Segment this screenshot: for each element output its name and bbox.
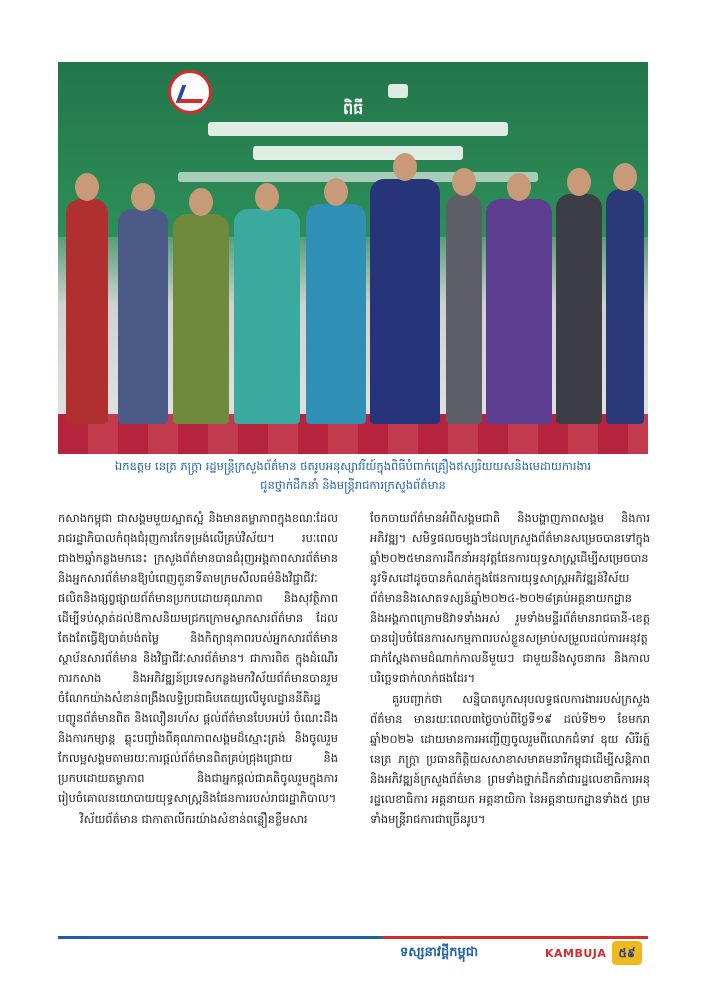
banner-decor: [253, 146, 463, 160]
paragraph: គួរបញ្ជាក់ថា សន្និបាតបូកសរុបលទ្ធផលការងាររបស់ក្រសួងព័ត៌មាន មានរយៈពេល៣ថ្ងៃចាប់ពីថ្ងៃទី១៩ ដល់ទី២១ ខែមករា ឆ្នាំ២០២៦ ដោយមានការអញ្ជើញចូលរួមពីលោកជំទាវ ឧុយ សិរីរត្ន៍ នេត្រ ភក្ត្រា ប្រធានកិត្តិយសសាខាសមាគមនារីកម្ពុជាដើម្បីសន្តិភាព និងអភិវឌ្ឍន៍ក្រសួងព័ត៌មាន ព្រមទាំងថ្នាក់ដឹកនាំជារដ្ឋលេខាធិការអនុរដ្ឋលេខាធិការ អគ្គនាយក អគ្គនាយិកា នៃអគ្គនាយកដ្ឋានទាំង៥ ព្រមទាំងមន្ត្រីរាជការជាច្រើនរូប។: [370, 692, 650, 826]
article-column-left: [58, 508, 338, 830]
ministry-logo-icon: [168, 70, 212, 114]
banner-decor: [178, 172, 538, 182]
person-figure: [118, 209, 168, 424]
person-figure: [486, 199, 552, 424]
paragraph: កសាងកម្ពុជា ជាសង្គមមួយស្អាតស្អំ និងមានតម្លាភាពក្នុងខណៈដែលរាជរដ្ឋាភិបាលកំពុងជំរុញការកែទម្រង់លើគ្រប់វិស័យ។ របៈពេលជាង២ឆ្នាំកន្លងមកនេះ ក្រសួងព័ត៌មានបានជំរុញអង្គភាពសារព័ត៌មាន និងអ្នកសារព័ត៌មានឱ្យបំពេញតួនាទីតាមក្រមសីលធម៌និងវិជ្ជាជីវៈផលិតនិងផ្សព្វផ្សាយព័ត៌មានប្រកបដោយគុណភាព និងសុវត្ថិភាព ដើម្បីទប់ស្កាត់ដល់ឱកាសនិយមជ្រកក្រោមស្លាកសារព័ត៌មាន ដែលតែងតែធ្វើឱ្យបាត់បង់តម្លៃ និងកិត្យានុភាពរបស់អ្នកសារព័ត៌មាន ស្ថាប័នសារព័ត៌មាន និងវិជ្ជាជីវៈសារព័ត៌មាន។ ជាការពិត ក្នុងដំណើរការកសាង និងអភិវឌ្ឍន៍ប្រទេសកន្លងមកវិស័យព័ត៌មានបានរួមចំណែកយ៉ាងសំខាន់ពង្រឹងលទ្ធិប្រជាធិបតេយ្យលើមូលដ្ឋាននីតិរដ្ឋ បញ្ជូនព័ត៌មានពិត និងលឿនរហ័ស ផ្តល់ព័ត៌មានបែបអប់រំ ចំណេះដឹង និងការកម្សាន្ត ឆ្លុះបញ្ចាំងពីគុណភាពសង្គមដ៏ស្មោះត្រង់ និងចូលរួមកែលម្អសង្គមតាមរយៈការផ្តល់ព័ត៌មានពិតគ្រប់ជ្រុងជ្រោយ និងប្រកបដោយតម្លាភាព និងជាអ្នកផ្តល់ជាគតិចូលរួមក្នុងការរៀបចំគោលនយោបាយយុទ្ធសាស្ត្រនិងផែនការរបស់រាជរដ្ឋាភិបាល។: [58, 511, 338, 805]
person-figure: [66, 199, 108, 424]
person-figure: [234, 209, 300, 424]
photo-caption: [58, 457, 648, 495]
person-figure: [370, 179, 440, 424]
caption-line: ជូនថ្នាក់ដឹកនាំ និងមន្ត្រីរាជការក្រសួងព័ត៌មាន: [260, 478, 446, 492]
person-figure: [173, 214, 229, 424]
paragraph: វិស័យព័ត៌មាន ជាកាតាលីករយ៉ាងសំខាន់ពន្លឿនខ្លឹមសារ: [80, 812, 308, 826]
group-photo: [58, 62, 648, 454]
paragraph: ចែកចាយព័ត៌មានអំពីសង្គមជាតិ និងបង្ហាញភាពសង្គម និងការអភិវឌ្ឍ។ សមិទ្ធផលចម្បងៗដែលក្រសួងព័ត៌មានសម្រេចបានទៅក្នុងឆ្នាំ២០២៥មានការដឹកនាំអនុវត្តផែនការយុទ្ធសាស្ត្រដើម្បីសម្រេចបាននូវទិសដៅដូចបានកំណត់ក្នុងផែនការយុទ្ធសាស្ត្រអភិវឌ្ឍន៍វិស័យព័ត៌មាននិងសោតទស្សន៍ឆ្នាំ២០២៤-២០២៨គ្រប់អគ្គនាយកដ្ឋាន និងអង្គភាពក្រោមឱវាទទាំងអស់ រួមទាំងមន្ទីរព័ត៌មានរាជធានី-ខេត្ត បានរៀបចំផែនការសកម្មភាពរបស់ខ្លួនសម្រាប់សម្រួលដល់ការអនុវត្តជាក់ស្តែងតាមដំណាក់កាលនីមួយៗ ជាមួយនឹងសូចនាករ និងកាលបរិច្ឆេទជាក់លាក់ផងដែរ។: [370, 511, 650, 685]
article-column-right: [370, 508, 650, 830]
person-figure: [306, 204, 366, 424]
banner-title: ពិធី: [343, 99, 364, 118]
banner-decor: [388, 84, 408, 98]
footer-divider: [58, 936, 648, 939]
brand-name: KAMBUJA: [545, 947, 607, 960]
caption-line: ឯកឧត្តម នេត្រ ភក្ត្រា រដ្ឋមន្ត្រីក្រសួងព័ត៌មាន ថតរូបអនុស្សាវរីយ៍ក្នុងពិធីបំពាក់គ្រឿងឥស្សរិយយសនិងមេដាយការងារ: [114, 459, 592, 473]
person-figure: [606, 189, 644, 424]
person-figure: [446, 194, 482, 424]
page-number: ៥៩: [612, 941, 642, 965]
magazine-title: ទស្សនាវដ្តីកម្ពុជា: [400, 945, 479, 960]
banner-decor: [208, 122, 508, 136]
person-figure: [556, 194, 602, 424]
